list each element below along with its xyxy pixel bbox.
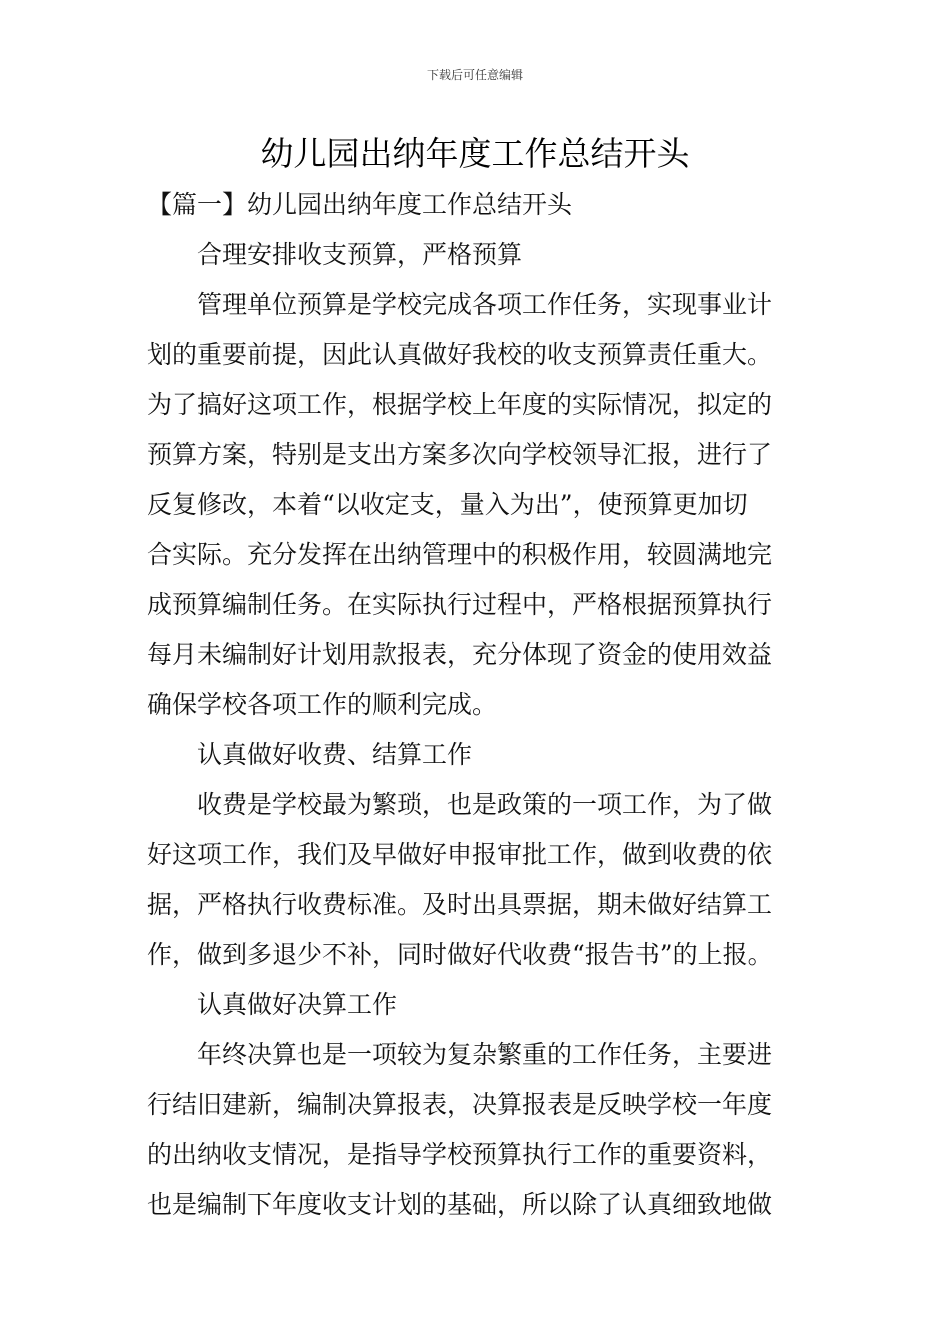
subheading-budget: 合理安排收支预算，严格预算 <box>197 240 523 269</box>
paragraph-line: 收费是学校最为繁琐，也是政策的一项工作，为了做 <box>197 790 773 819</box>
paragraph-line: 行结旧建新，编制决算报表，决算报表是反映学校一年度 <box>147 1090 773 1119</box>
paragraph-line: 的出纳收支情况，是指导学校预算执行工作的重要资料， <box>147 1140 773 1169</box>
paragraph-line: 合实际。充分发挥在出纳管理中的积极作用，较圆满地完 <box>147 540 773 569</box>
paragraph-line: 好这项工作，我们及早做好申报审批工作，做到收费的依 <box>147 840 773 869</box>
watermark-text: 下载后可任意编辑 <box>426 68 523 82</box>
paragraph-line: 年终决算也是一项较为复杂繁重的工作任务，主要进 <box>197 1040 773 1069</box>
paragraph-line: 为了搞好这项工作，根据学校上年度的实际情况，拟定的 <box>147 390 773 419</box>
paragraph-line: 据，严格执行收费标准。及时出具票据，期未做好结算工 <box>147 890 773 919</box>
document-body <box>147 180 807 1230</box>
paragraph-line: 成预算编制任务。在实际执行过程中，严格根据预算执行 <box>147 590 773 619</box>
paragraph-line: 划的重要前提，因此认真做好我校的收支预算责任重大。 <box>147 340 773 369</box>
paragraph-line: 确保学校各项工作的顺利完成。 <box>147 690 498 719</box>
paragraph-line: 也是编制下年度收支计划的基础，所以除了认真细致地做 <box>147 1190 773 1219</box>
document-title: 幼儿园出纳年度工作总结开头 <box>260 134 690 173</box>
subheading-fees: 认真做好收费、结算工作 <box>197 740 473 769</box>
section-heading: 【篇一】幼儿园出纳年度工作总结开头 <box>147 190 573 219</box>
subheading-final-accounts: 认真做好决算工作 <box>197 990 398 1019</box>
paragraph-line: 每月未编制好计划用款报表，充分体现了资金的使用效益 <box>147 640 773 669</box>
paragraph-line: 预算方案，特别是支出方案多次向学校领导汇报，进行了 <box>147 440 773 469</box>
paragraph-line: 作，做到多退少不补，同时做好代收费“报告书”的上报。 <box>147 940 773 969</box>
paragraph-line: 管理单位预算是学校完成各项工作任务，实现事业计 <box>197 290 773 319</box>
paragraph-line: 反复修改，本着“以收定支，量入为出”，使预算更加切 <box>147 490 748 519</box>
